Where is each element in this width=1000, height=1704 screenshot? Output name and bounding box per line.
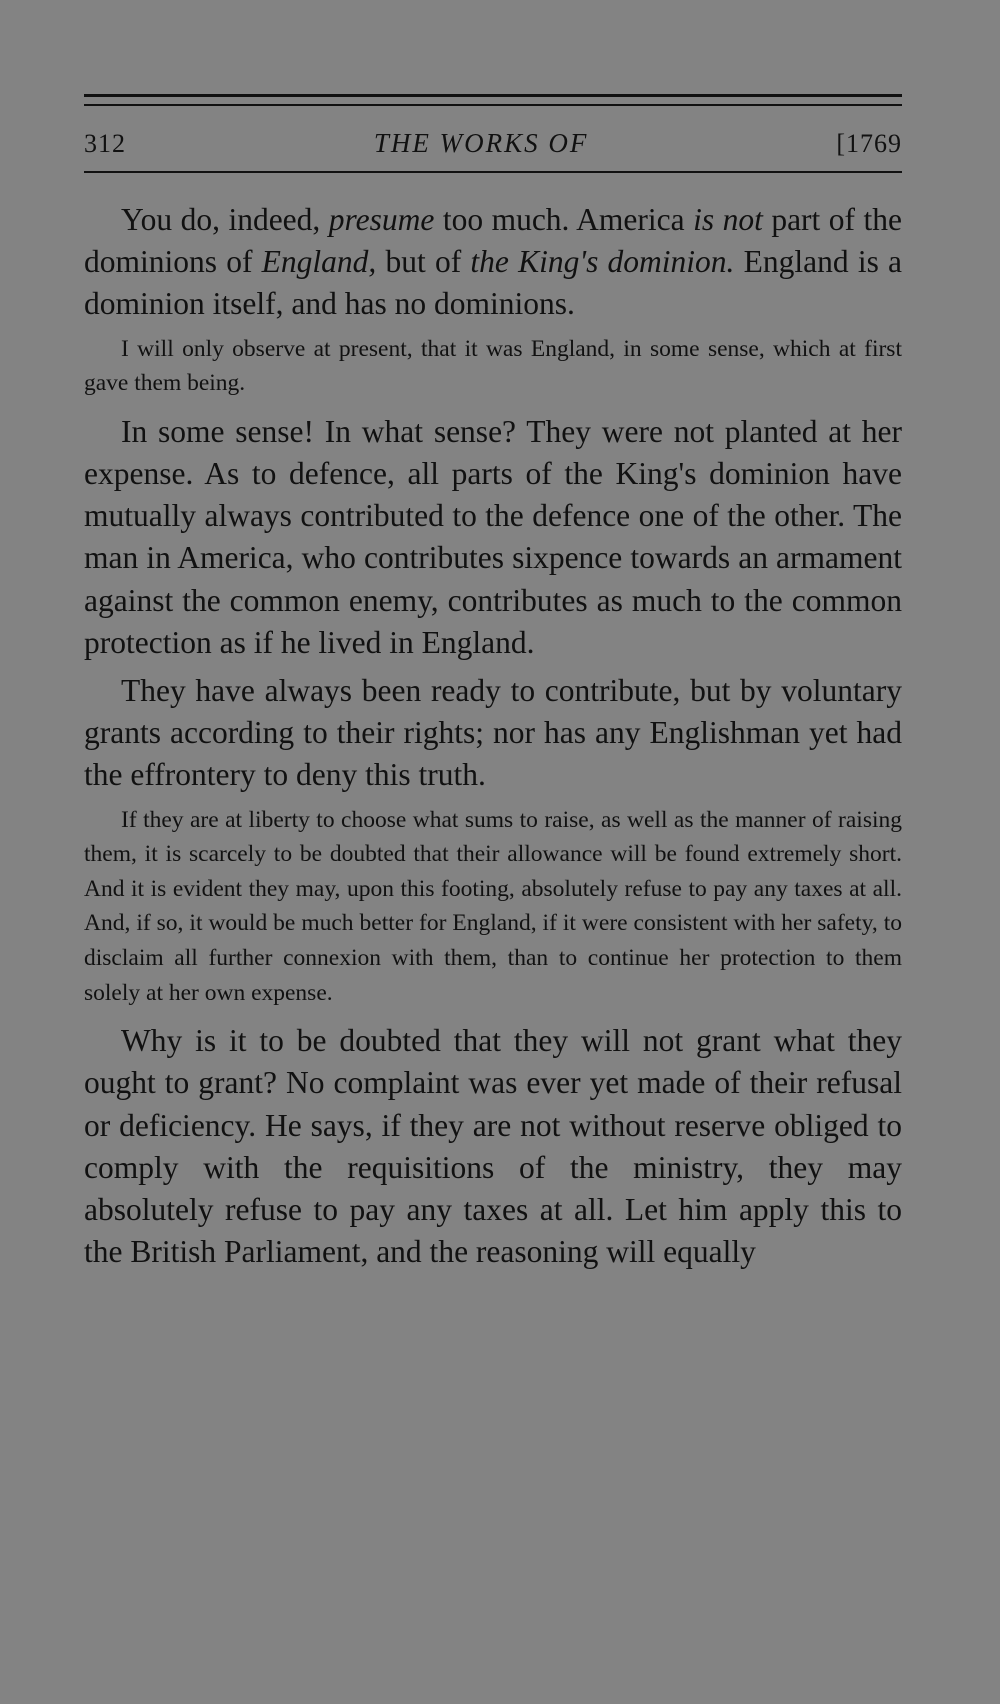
reply-paragraph: [84, 1020, 902, 1273]
quoted-passage: [84, 803, 902, 1011]
text-run: England is a dominion itself, and has no dominions.: [84, 244, 903, 322]
text-run: You do, indeed,: [121, 202, 329, 237]
running-title: THE WORKS OF: [373, 128, 589, 158]
text-run: part of the dominions of: [84, 202, 902, 280]
page-number: 312: [84, 129, 126, 158]
body-text: [84, 199, 902, 1273]
header-rule: [84, 171, 902, 173]
italic-text: England,: [261, 244, 377, 280]
text-run: but of: [376, 244, 471, 280]
text-run: too much. America: [434, 202, 694, 237]
book-page: [84, 94, 902, 1279]
italic-text: presume: [328, 202, 435, 237]
italic-text: the King's dominion.: [470, 244, 735, 280]
reply-paragraph: [84, 199, 902, 326]
quoted-passage: [84, 332, 902, 401]
text-run: I will only observe at present, that it was England, in some sense, which at first gave them being.: [84, 335, 902, 397]
italic-text: is not: [693, 202, 763, 237]
reply-paragraph: [84, 411, 902, 664]
header-double-rule: [84, 94, 902, 106]
text-run: In some sense! In what sense? They were not planted at her expense. As to defence, all parts of the King's dominion have mutually always contributed to the defence one of the other. The man in America, who contributes sixpence towards an armament against the common enemy, contributes as much to the common protection as if he lived in England.: [84, 413, 902, 660]
running-head: [84, 128, 902, 159]
text-run: They have always been ready to contribute, but by voluntary grants according to their rights; nor has any Englishman yet had the effrontery to deny this truth.: [84, 673, 902, 793]
text-run: If they are at liberty to choose what sums to raise, as well as the manner of raising them, it is scarcely to be doubted that their allowance will be found extremely short. And it is evident they may, upon this footing, absolutely refuse to pay any taxes at all. And, if so, it would be much better for England, if it were consistent with her safety, to disclaim all further connexion with them, than to continue her protection to them solely at her own expense.: [84, 806, 902, 1006]
reply-paragraph: [84, 670, 902, 797]
text-run: Why is it to be doubted that they will not grant what they ought to grant? No complaint was ever yet made of their refusal or deficiency. He says, if they are not without reserve obliged to comply with the requisitions of the ministry, they may absolutely refuse to pay any taxes at all. Let him apply this to the British Parliament, and the reasoning will equally: [84, 1023, 902, 1270]
running-year: [1769: [836, 129, 902, 158]
